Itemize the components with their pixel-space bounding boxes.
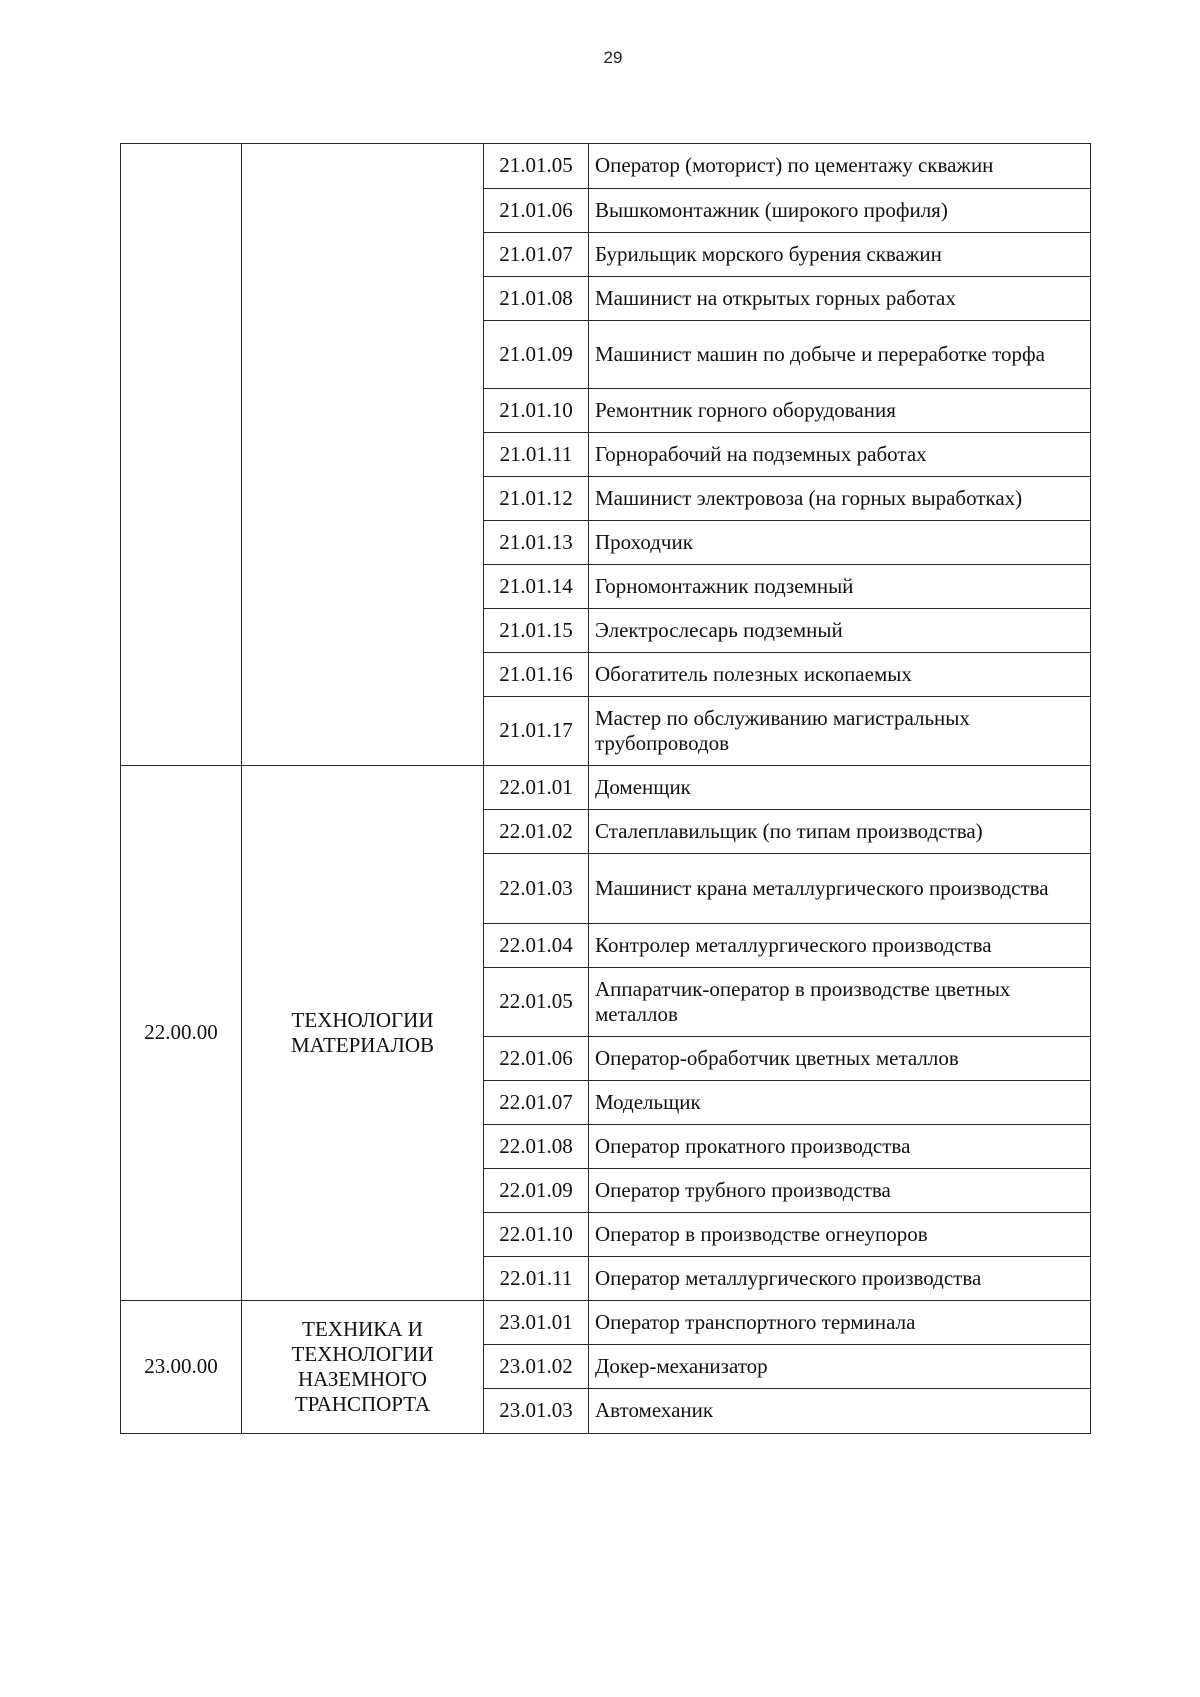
profession-code-cell: 22.01.02 <box>484 810 589 854</box>
group-code-cell: 22.00.00 <box>121 766 242 1301</box>
profession-title-cell: Докер-механизатор <box>589 1345 1091 1389</box>
profession-title-cell: Горнорабочий на подземных работах <box>589 433 1091 477</box>
profession-code-cell: 21.01.14 <box>484 565 589 609</box>
profession-title-cell: Автомеханик <box>589 1389 1091 1434</box>
profession-title-cell: Машинист на открытых горных работах <box>589 277 1091 321</box>
profession-title-cell: Оператор трубного производства <box>589 1169 1091 1213</box>
profession-code-cell: 21.01.10 <box>484 389 589 433</box>
profession-title-cell: Мастер по обслуживанию магистральных трубопроводов <box>589 697 1091 766</box>
profession-code-cell: 21.01.13 <box>484 521 589 565</box>
profession-code-cell: 21.01.05 <box>484 144 589 189</box>
profession-code-cell: 23.01.01 <box>484 1301 589 1345</box>
profession-title-cell: Машинист машин по добыче и переработке торфа <box>589 321 1091 389</box>
profession-code-cell: 21.01.11 <box>484 433 589 477</box>
profession-title-cell: Машинист крана металлургического производства <box>589 854 1091 924</box>
profession-code-cell: 21.01.16 <box>484 653 589 697</box>
profession-code-cell: 21.01.17 <box>484 697 589 766</box>
profession-title-cell: Оператор транспортного терминала <box>589 1301 1091 1345</box>
group-name-cell <box>242 144 484 766</box>
profession-code-cell: 21.01.09 <box>484 321 589 389</box>
profession-code-cell: 21.01.06 <box>484 189 589 233</box>
profession-code-cell: 22.01.10 <box>484 1213 589 1257</box>
table-row <box>121 144 1091 189</box>
profession-code-cell: 22.01.04 <box>484 924 589 968</box>
profession-title-cell: Машинист электровоза (на горных выработках) <box>589 477 1091 521</box>
profession-code-cell: 23.01.03 <box>484 1389 589 1434</box>
group-code-cell: 23.00.00 <box>121 1301 242 1434</box>
profession-code-cell: 21.01.08 <box>484 277 589 321</box>
profession-code-cell: 21.01.15 <box>484 609 589 653</box>
profession-code-cell: 21.01.07 <box>484 233 589 277</box>
profession-title-cell: Доменщик <box>589 766 1091 810</box>
profession-title-cell: Оператор-обработчик цветных металлов <box>589 1037 1091 1081</box>
profession-code-cell: 22.01.01 <box>484 766 589 810</box>
table-row <box>121 1301 1091 1345</box>
profession-title-cell: Ремонтник горного оборудования <box>589 389 1091 433</box>
profession-title-cell: Проходчик <box>589 521 1091 565</box>
profession-code-cell: 21.01.12 <box>484 477 589 521</box>
profession-title-cell: Сталеплавильщик (по типам производства) <box>589 810 1091 854</box>
profession-code-cell: 22.01.06 <box>484 1037 589 1081</box>
profession-code-cell: 22.01.05 <box>484 968 589 1037</box>
profession-title-cell: Контролер металлургического производства <box>589 924 1091 968</box>
profession-title-cell: Модельщик <box>589 1081 1091 1125</box>
profession-title-cell: Электрослесарь подземный <box>589 609 1091 653</box>
profession-code-cell: 22.01.03 <box>484 854 589 924</box>
profession-title-cell: Обогатитель полезных ископаемых <box>589 653 1091 697</box>
profession-code-cell: 23.01.02 <box>484 1345 589 1389</box>
group-code-cell <box>121 144 242 766</box>
profession-title-cell: Оператор в производстве огнеупоров <box>589 1213 1091 1257</box>
professions-table-body <box>121 144 1091 1434</box>
page-number: 29 <box>603 48 623 67</box>
profession-code-cell: 22.01.09 <box>484 1169 589 1213</box>
professions-table <box>120 143 1091 1434</box>
profession-code-cell: 22.01.11 <box>484 1257 589 1301</box>
profession-title-cell: Горномонтажник подземный <box>589 565 1091 609</box>
profession-title-cell: Оператор прокатного производства <box>589 1125 1091 1169</box>
profession-title-cell: Оператор (моторист) по цементажу скважин <box>589 144 1091 189</box>
profession-title-cell: Вышкомонтажник (широкого профиля) <box>589 189 1091 233</box>
group-name-cell: ТЕХНИКА И ТЕХНОЛОГИИ НАЗЕМНОГО ТРАНСПОРТА <box>242 1301 484 1434</box>
profession-title-cell: Бурильщик морского бурения скважин <box>589 233 1091 277</box>
table-row <box>121 766 1091 810</box>
profession-code-cell: 22.01.08 <box>484 1125 589 1169</box>
profession-title-cell: Аппаратчик-оператор в производстве цветных металлов <box>589 968 1091 1037</box>
profession-title-cell: Оператор металлургического производства <box>589 1257 1091 1301</box>
profession-code-cell: 22.01.07 <box>484 1081 589 1125</box>
group-name-cell: ТЕХНОЛОГИИ МАТЕРИАЛОВ <box>242 766 484 1301</box>
